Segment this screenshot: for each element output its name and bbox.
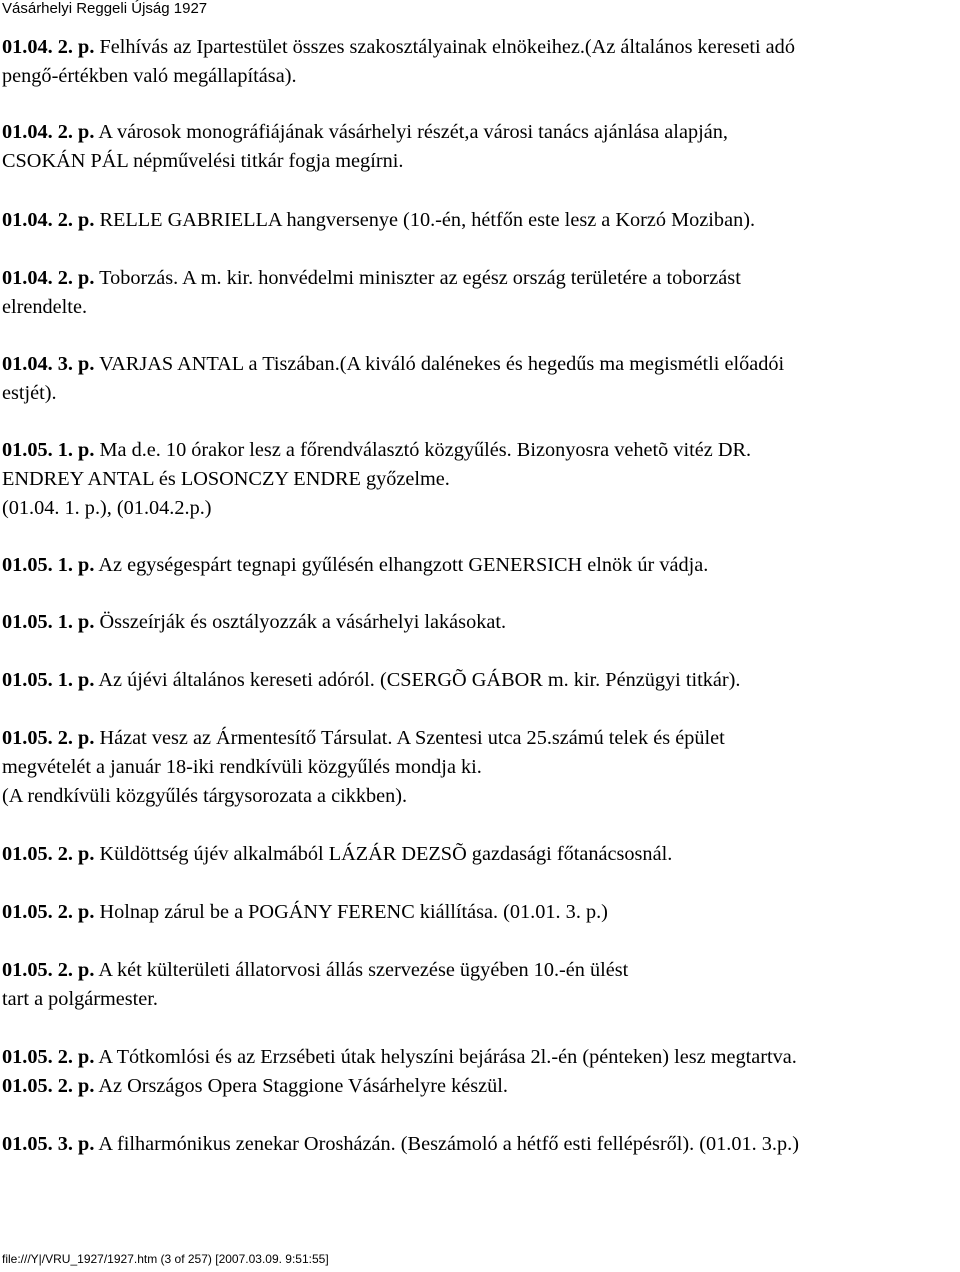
entry-line <box>2 293 958 322</box>
entry-line <box>2 206 958 235</box>
entry-text: CSOKÁN PÁL népművelési titkár fogja megírni. <box>2 150 404 172</box>
entry-date: 01.05. 2. p. <box>2 727 95 749</box>
entry-line <box>2 551 958 580</box>
page-footer: file:///Y|/VRU_1927/1927.htm (3 of 257) [2007.03.09. 9:51:55] <box>2 1252 329 1266</box>
entry-date: 01.04. 2. p. <box>2 209 95 231</box>
entry-item <box>2 206 958 235</box>
entry-date: 01.04. 3. p. <box>2 353 95 375</box>
entry-line <box>2 753 958 782</box>
entry-text: A két külterületi állatorvosi állás szervezése ügyében 10.-én ülést <box>94 959 629 981</box>
entry-text: ENDREY ANTAL és LOSONCZY ENDRE győzelme. <box>2 468 450 490</box>
entry-text: Összeírják és osztályozzák a vásárhelyi lakásokat. <box>94 611 507 633</box>
entry-date: 01.04. 2. p. <box>2 121 95 143</box>
entry-date: 01.04. 2. p. <box>2 267 95 289</box>
entry-text: tart a polgármester. <box>2 988 158 1010</box>
entry-line <box>2 608 958 637</box>
entry-line <box>2 379 958 408</box>
entry-item <box>2 1130 958 1159</box>
entry-line <box>2 1072 958 1101</box>
page-header: Vásárhelyi Reggeli Újság 1927 <box>2 0 208 17</box>
entry-line <box>2 1130 958 1159</box>
entry-text: elrendelte. <box>2 296 88 318</box>
entry-line <box>2 264 958 293</box>
entry-line <box>2 956 958 985</box>
entry-date: 01.05. 2. p. <box>2 959 95 981</box>
entry-line <box>2 898 958 927</box>
entry-line <box>2 1043 958 1072</box>
entry-text: (01.04. 1. p.), (01.04.2.p.) <box>2 497 212 519</box>
entry-line <box>2 494 958 523</box>
entry-text: Holnap zárul be a POGÁNY FERENC kiállítása. (01.01. 3. p.) <box>94 901 608 923</box>
entry-item <box>2 898 958 927</box>
entry-date: 01.05. 2. p. <box>2 1046 95 1068</box>
entry-text: Felhívás az Ipartestület összes szakosztályainak elnökeihez.(Az általános kereseti adó <box>94 36 795 58</box>
entry-line <box>2 724 958 753</box>
entry-date: 01.05. 2. p. <box>2 843 95 865</box>
entry-text: Az egységespárt tegnapi gyűlésén elhangzott GENERSICH elnök úr vádja. <box>94 554 709 576</box>
entry-text: Toborzás. A m. kir. honvédelmi miniszter az egész ország területére a toborzást <box>94 267 741 289</box>
entry-item <box>2 840 958 869</box>
entry-line <box>2 118 958 147</box>
entry-text: Az Országos Opera Staggione Vásárhelyre készül. <box>94 1075 508 1097</box>
entry-item <box>2 436 958 523</box>
entry-text: megvételét a január 18-iki rendkívüli közgyűlés mondja ki. <box>2 756 482 778</box>
entry-text: pengő-értékben való megállapítása). <box>2 65 297 87</box>
entry-line <box>2 840 958 869</box>
entry-text: A városok monográfiájának vásárhelyi részét,a városi tanács ajánlása alapján, <box>94 121 728 143</box>
entry-line <box>2 666 958 695</box>
entry-line <box>2 62 958 91</box>
entry-item <box>2 666 958 695</box>
entry-item <box>2 1043 958 1072</box>
entry-date: 01.05. 2. p. <box>2 901 95 923</box>
entry-item <box>2 956 958 1014</box>
entry-text: VARJAS ANTAL a Tiszában.(A kiváló dalénekes és hegedűs ma megismétli előadói <box>94 353 785 375</box>
entry-line <box>2 985 958 1014</box>
entry-text: A Tótkomlósi és az Erzsébeti útak helyszíni bejárása 2l.-én (pénteken) lesz megtartva. <box>94 1046 797 1068</box>
entry-date: 01.04. 2. p. <box>2 36 95 58</box>
entry-text: (A rendkívüli közgyűlés tárgysorozata a cikkben). <box>2 785 408 807</box>
entry-text: estjét). <box>2 382 57 404</box>
entry-item <box>2 724 958 811</box>
entry-text: RELLE GABRIELLA hangversenye (10.-én, hétfőn este lesz a Korzó Moziban). <box>94 209 756 231</box>
entry-item <box>2 1072 958 1101</box>
entry-text: Ma d.e. 10 órakor lesz a főrendválasztó közgyűlés. Bizonyosra vehetõ vitéz DR. <box>94 439 752 461</box>
entry-line <box>2 350 958 379</box>
entry-line <box>2 147 958 176</box>
entry-text: Házat vesz az Ármentesítő Társulat. A Szentesi utca 25.számú telek és épület <box>94 727 725 749</box>
entry-line <box>2 465 958 494</box>
entry-item <box>2 551 958 580</box>
entry-date: 01.05. 1. p. <box>2 611 95 633</box>
entry-date: 01.05. 1. p. <box>2 669 95 691</box>
entry-line <box>2 33 958 62</box>
entry-date: 01.05. 3. p. <box>2 1133 95 1155</box>
entry-date: 01.05. 1. p. <box>2 554 95 576</box>
entry-date: 01.05. 2. p. <box>2 1075 95 1097</box>
entry-line <box>2 436 958 465</box>
entry-text: Küldöttség újév alkalmából LÁZÁR DEZSÕ gazdasági főtanácsosnál. <box>94 843 673 865</box>
entry-line <box>2 782 958 811</box>
entry-item <box>2 608 958 637</box>
entry-text: A filharmónikus zenekar Orosházán. (Beszámoló a hétfő esti fellépésről). (01.01. 3.p.) <box>94 1133 799 1155</box>
entry-item <box>2 33 958 91</box>
entry-item <box>2 264 958 322</box>
entry-date: 01.05. 1. p. <box>2 439 95 461</box>
entry-text: Az újévi általános kereseti adóról. (CSERGÕ GÁBOR m. kir. Pénzügyi titkár). <box>94 669 741 691</box>
entry-item <box>2 350 958 408</box>
entry-item <box>2 118 958 176</box>
